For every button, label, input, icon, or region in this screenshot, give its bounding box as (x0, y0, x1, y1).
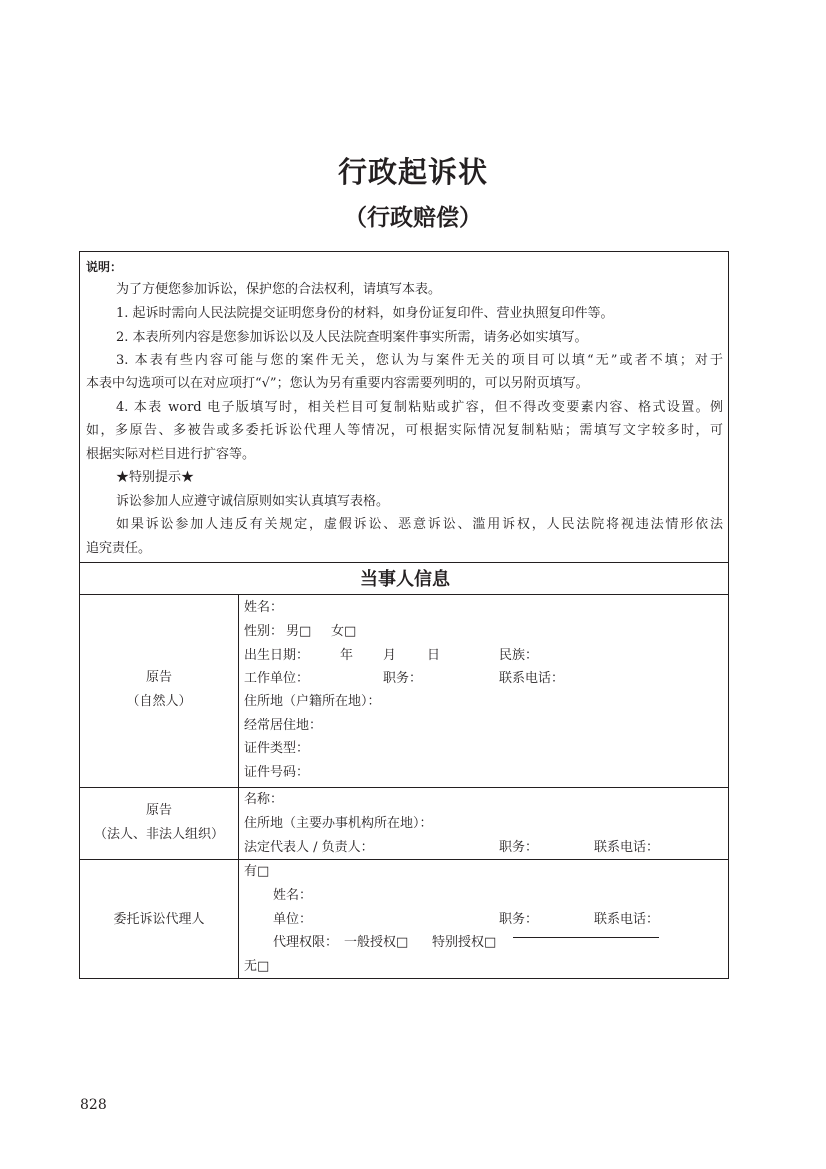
birth-month-label: 月 (383, 648, 397, 663)
document-title: 行政起诉状 (337, 155, 488, 189)
employer-label: 工作单位： (244, 671, 310, 686)
plaintiff-type-label: （法人、非法人组织） (93, 827, 224, 842)
plaintiff-legal-label (80, 799, 238, 847)
instruction-item-3-line-2: 本表中勾选项可以在对应项打“√”；您认为另有重要内容需要列明的，可以另附页填写。 (86, 376, 589, 391)
special-authority-blank-line (513, 937, 659, 938)
page-number: 828 (80, 1097, 107, 1113)
gender-female-checkbox[interactable]: 女□ (331, 624, 357, 639)
instruction-item-1: 1. 起诉时需向人民法院提交证明您身份的材料，如身份证复印件、营业执照复印件等。 (116, 306, 614, 321)
complaint-form-table (79, 251, 729, 979)
agent-unit-label: 单位： (273, 912, 313, 927)
legal-representative-label: 法定代表人 / 负责人： (244, 840, 374, 855)
agent-name-label: 姓名： (273, 888, 313, 903)
domicile-label: 住所地（户籍所在地）： (244, 694, 381, 709)
agent-authority-label: 代理权限： (273, 935, 339, 950)
special-notice-2-line-2: 追究责任。 (86, 541, 152, 556)
special-authority-checkbox[interactable]: 特别授权□ (432, 935, 497, 950)
id-number-label: 证件号码： (244, 765, 310, 780)
org-name-label: 名称： (244, 792, 284, 807)
agent-yes-checkbox[interactable]: 有□ (244, 864, 270, 879)
position-label: 职务： (499, 840, 539, 855)
birth-day-label: 日 (427, 648, 441, 663)
gender-male-checkbox[interactable]: 男□ (286, 624, 312, 639)
general-authority-checkbox[interactable]: 一般授权□ (344, 935, 409, 950)
agent-label: 委托诉讼代理人 (113, 912, 205, 927)
agent-position-label: 职务： (499, 912, 539, 927)
gender-field-label: 性别： (244, 624, 284, 639)
instructions-intro: 为了方便您参加诉讼，保护您的合法权利，请填写本表。 (116, 282, 442, 297)
section-heading: 当事人信息 (360, 569, 450, 590)
position-label: 职务： (383, 671, 423, 686)
residence-label: 经常居住地： (244, 718, 323, 733)
phone-label: 联系电话： (499, 671, 565, 686)
agent-phone-label: 联系电话： (594, 912, 660, 927)
table-divider (80, 787, 728, 788)
agent-none-checkbox[interactable]: 无□ (244, 959, 270, 974)
special-notice-heading: ★特别提示★ (116, 470, 195, 485)
ethnicity-label: 民族： (499, 648, 539, 663)
name-field-label: 姓名： (244, 600, 284, 615)
id-type-label: 证件类型： (244, 741, 310, 756)
table-divider (80, 562, 728, 563)
table-divider (80, 594, 728, 595)
instructions-heading: 说明： (86, 260, 123, 274)
instruction-item-4-line-3: 根据实际对栏目进行扩容等。 (86, 447, 256, 462)
plaintiff-label: 原告 (145, 803, 172, 818)
table-divider (80, 859, 728, 860)
birth-year-label: 年 (340, 648, 354, 663)
org-domicile-label: 住所地（主要办事机构所在地）： (244, 816, 433, 831)
phone-label: 联系电话： (594, 840, 660, 855)
instruction-item-4-line-2: 如，多原告、多被告或多委托诉讼代理人等情况，可根据实际情况复制粘贴；需填写文字较多时，可 (86, 423, 723, 438)
instruction-item-2: 2. 本表所列内容是您参加诉讼以及人民法院查明案件事实所需，请务必如实填写。 (116, 330, 588, 345)
instruction-item-4-line-1: 4. 本表 word 电子版填写时，相关栏目可复制粘贴或扩容，但不得改变要素内容、格式设置。例 (116, 400, 723, 415)
plaintiff-type-label: （自然人） (126, 694, 192, 709)
special-notice-2-line-1: 如果诉讼参加人违反有关规定，虚假诉讼、恶意诉讼、滥用诉权，人民法院将视违法情形依法 (116, 517, 723, 532)
birth-date-label: 出生日期： (244, 648, 310, 663)
plaintiff-natural-label (80, 666, 238, 714)
plaintiff-label: 原告 (145, 670, 172, 685)
document-subtitle: （行政赔偿） (344, 204, 482, 231)
special-notice-1: 诉讼参加人应遵守诚信原则如实认真填写表格。 (116, 494, 390, 509)
instruction-item-3-line-1: 3. 本表有些内容可能与您的案件无关，您认为与案件无关的项目可以填“无”或者不填；对于 (116, 353, 723, 368)
